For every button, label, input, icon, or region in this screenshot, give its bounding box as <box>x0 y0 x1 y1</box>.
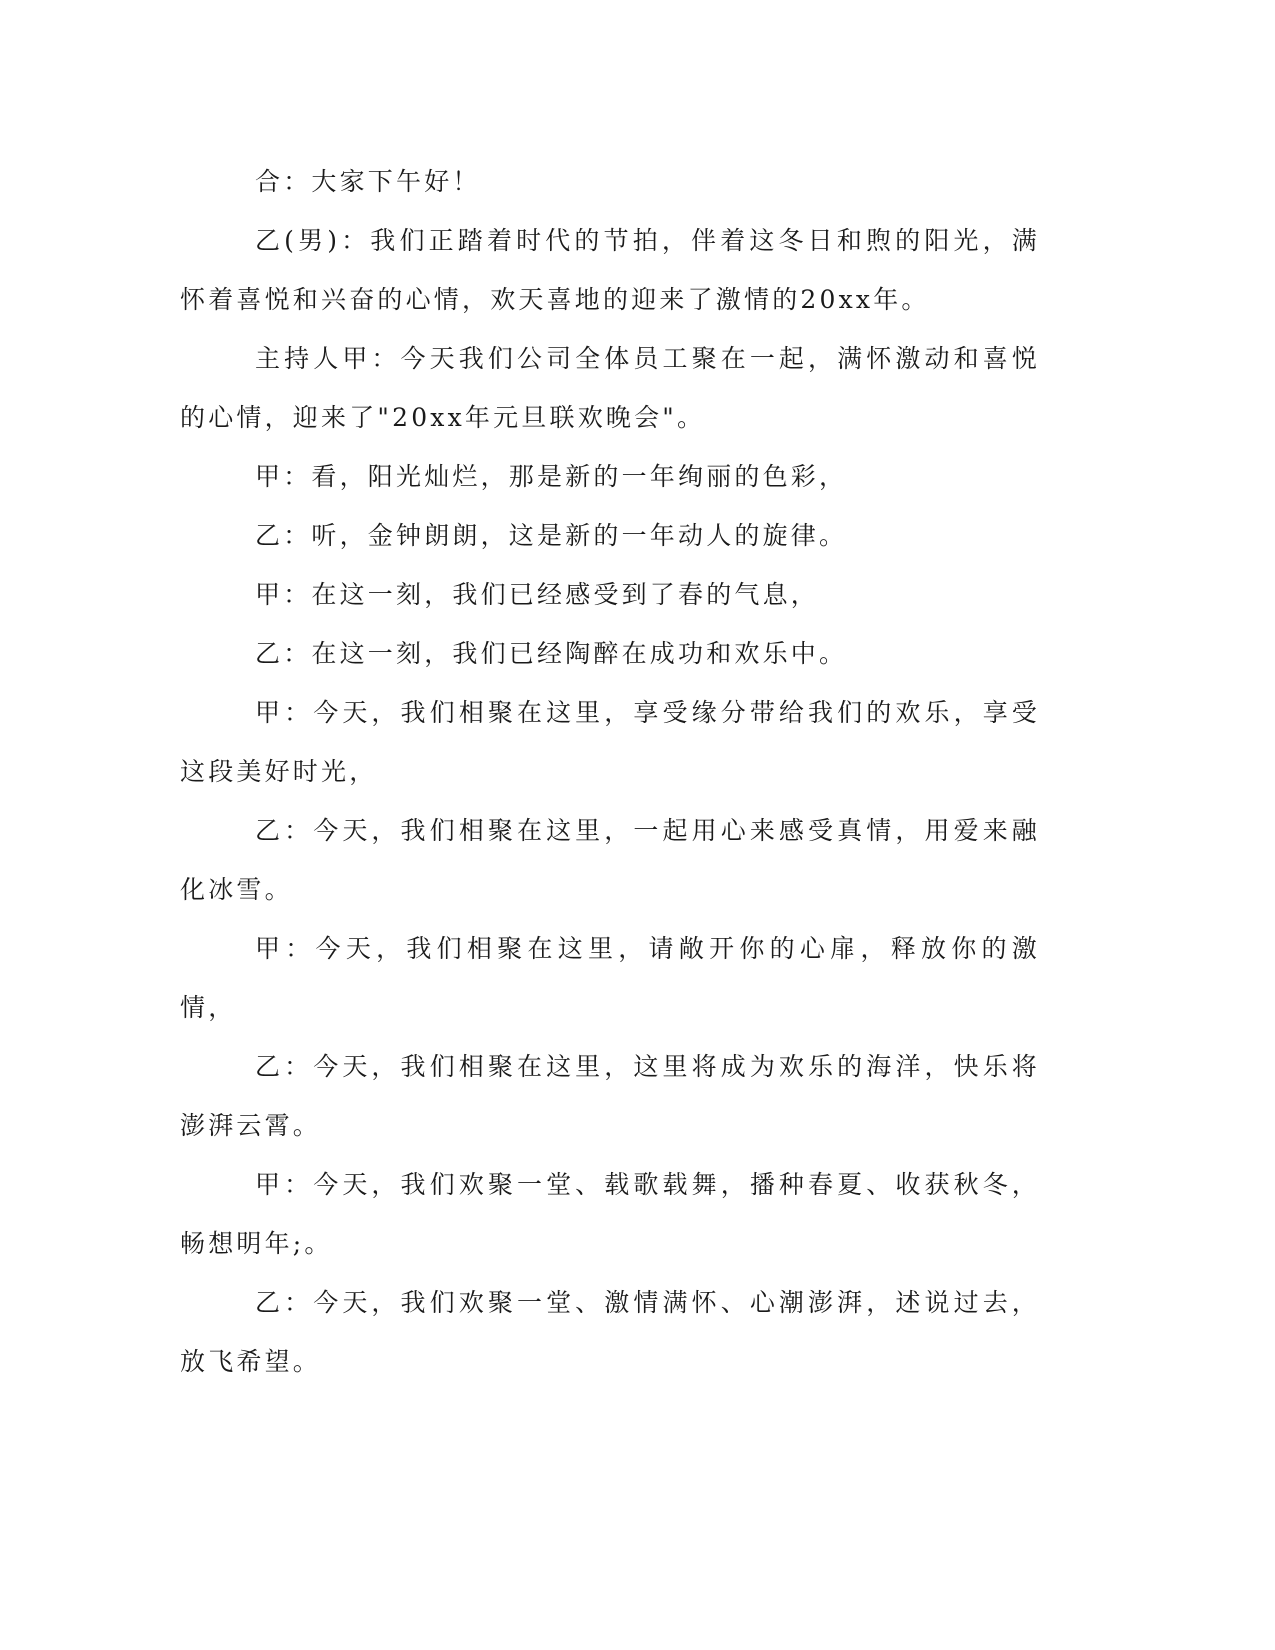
paragraph-5: 乙：听，金钟朗朗，这是新的一年动人的旋律。 <box>255 521 848 550</box>
paragraph-8: 甲：今天，我们相聚在这里，享受缘分带给我们的欢乐，享受这段美好时光， <box>180 698 1040 786</box>
document-body <box>180 152 1040 1391</box>
paragraph-7: 乙：在这一刻，我们已经陶醉在成功和欢乐中。 <box>255 639 848 668</box>
paragraph-11: 乙：今天，我们相聚在这里，这里将成为欢乐的海洋，快乐将澎湃云霄。 <box>180 1052 1040 1140</box>
paragraph-3: 主持人甲：今天我们公司全体员工聚在一起，满怀激动和喜悦的心情，迎来了"20xx年元旦联欢晚会"。 <box>180 344 1040 432</box>
paragraph-9: 乙：今天，我们相聚在这里，一起用心来感受真情，用爱来融化冰雪。 <box>180 816 1040 904</box>
paragraph-13: 乙：今天，我们欢聚一堂、激情满怀、心潮澎湃，述说过去，放飞希望。 <box>180 1288 1040 1376</box>
paragraph-12: 甲：今天，我们欢聚一堂、载歌载舞，播种春夏、收获秋冬，畅想明年;。 <box>180 1170 1040 1258</box>
paragraph-6: 甲：在这一刻，我们已经感受到了春的气息， <box>255 580 820 609</box>
paragraph-2: 乙(男)：我们正踏着时代的节拍，伴着这冬日和煦的阳光，满怀着喜悦和兴奋的心情，欢天喜地的迎来了激情的20xx年。 <box>180 226 1040 314</box>
paragraph-10: 甲：今天，我们相聚在这里，请敞开你的心扉，释放你的激情， <box>180 934 1040 1022</box>
paragraph-1: 合：大家下午好！ <box>255 167 481 196</box>
paragraph-4: 甲：看，阳光灿烂，那是新的一年绚丽的色彩， <box>255 462 848 491</box>
